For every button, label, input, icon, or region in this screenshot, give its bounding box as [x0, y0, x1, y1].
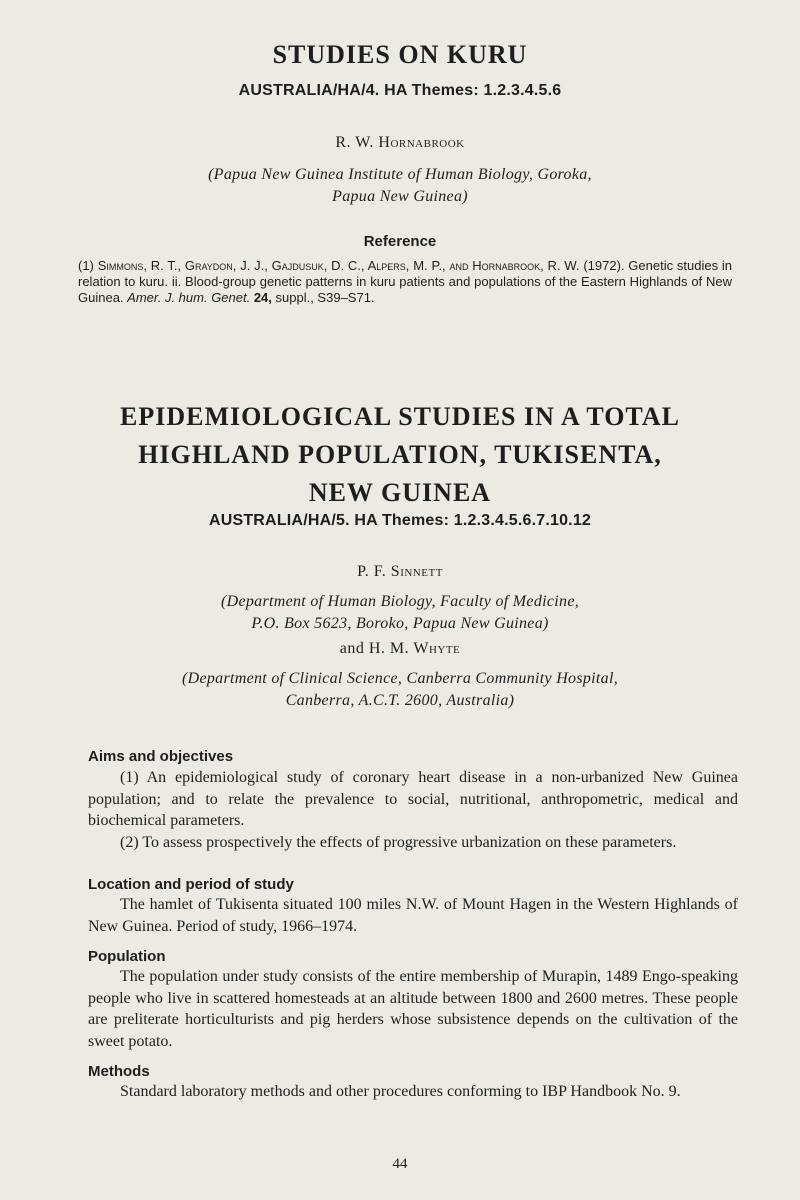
aims-paragraph: (1) An epidemiological study of coronary heart disease in a non-urbanized New Guinea population; and to relate the prevalence to social, nutritional, anthropometric, medical and biochemical parameters.: [88, 769, 738, 829]
reference-entry: [78, 258, 732, 306]
paper2-title: [0, 398, 800, 512]
population-heading: Population: [88, 948, 166, 965]
reference-volume: 24,: [250, 290, 272, 305]
paper1-title: STUDIES ON KURU: [272, 40, 528, 69]
title-line: NEW GUINEA: [308, 478, 492, 507]
aims-body: [88, 767, 738, 853]
reference-heading: Reference: [363, 233, 437, 250]
aims-heading: Aims and objectives: [88, 748, 234, 765]
author-name: R. W. Hornabrook: [335, 134, 465, 151]
author-name: P. F. Sinnett: [357, 563, 443, 580]
population-paragraph: The population under study consists of the entire membership of Murapin, 1489 Engo-speaking people who live in scattered homesteads at an altitude between 1800 and 2600 metres. These people are preliterate horticulturists and pig herders whose subsistence depends on the cultivation of the sweet potato.: [88, 968, 738, 1050]
paper1-author: [0, 134, 800, 152]
reference-number: (1): [78, 258, 98, 273]
reference-tail: suppl., S39–S71.: [271, 290, 375, 305]
paper2-author2: [0, 640, 800, 658]
location-body: [88, 894, 738, 937]
population-body: [88, 966, 738, 1052]
paper1-code: AUSTRALIA/HA/4. HA Themes: 1.2.3.4.5.6: [238, 82, 562, 99]
paper2-author1: [0, 563, 800, 581]
title-line: EPIDEMIOLOGICAL STUDIES IN A TOTAL: [120, 402, 680, 431]
methods-heading: Methods: [88, 1063, 150, 1080]
paper2-affiliation2: [0, 668, 800, 712]
methods-body: [88, 1081, 738, 1103]
reference-journal: Amer. J. hum. Genet.: [127, 290, 251, 305]
paper1-affiliation: [0, 164, 800, 208]
paper2-code: AUSTRALIA/HA/5. HA Themes: 1.2.3.4.5.6.7.10.12: [208, 512, 592, 529]
aims-paragraph: (2) To assess prospectively the effects of progressive urbanization on these parameters.: [120, 833, 677, 851]
title-line: HIGHLAND POPULATION, TUKISENTA,: [138, 440, 662, 469]
affiliation-line: (Papua New Guinea Institute of Human Biology, Goroka,: [208, 166, 592, 183]
affiliation-line: Canberra, A.C.T. 2600, Australia): [285, 692, 515, 709]
paper2-affiliation1: [0, 591, 800, 635]
affiliation-line: P.O. Box 5623, Boroko, Papua New Guinea): [251, 615, 549, 632]
location-paragraph: The hamlet of Tukisenta situated 100 miles N.W. of Mount Hagen in the Western Highlands of New Guinea. Period of study, 1966–1974.: [88, 896, 738, 935]
affiliation-line: Papua New Guinea): [332, 188, 468, 205]
affiliation-line: (Department of Human Biology, Faculty of Medicine,: [220, 593, 580, 610]
methods-paragraph: Standard laboratory methods and other procedures conforming to IBP Handbook No. 9.: [120, 1083, 681, 1100]
location-heading: Location and period of study: [88, 876, 294, 893]
author-name: H. M. Whyte: [368, 640, 461, 657]
and-text: and: [339, 640, 369, 657]
reference-body: (1972). Genetic studies in relation to kuru. ii. Blood-group genetic patterns in kuru patients and populations of the Eastern Highlands of New Guinea.: [78, 258, 733, 305]
reference-authors: Simmons, R. T., Graydon, J. J., Gajdusuk, D. C., Alpers, M. P., and Hornabrook, R. W.: [97, 258, 580, 273]
affiliation-line: (Department of Clinical Science, Canberra Community Hospital,: [181, 670, 619, 687]
page-number: 44: [392, 1156, 408, 1172]
